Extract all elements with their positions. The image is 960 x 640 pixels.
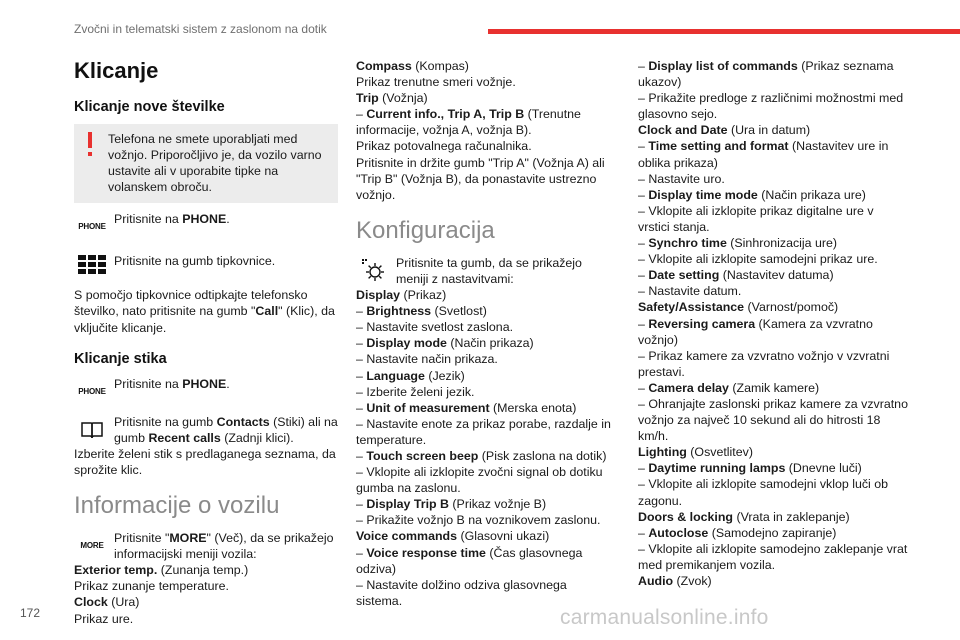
clock-line: Clock (Ura) — [74, 595, 140, 610]
safety-line: Safety/Assistance (Varnost/pomoč) — [638, 300, 839, 315]
column-2 — [356, 58, 616, 609]
brightness-desc: – Nastavite svetlost zaslona. — [356, 320, 514, 335]
heading-klicanje: Klicanje — [74, 58, 159, 83]
step-keypad — [74, 249, 338, 281]
reversing-desc: – Prikaz kamere za vzvratno vožnjo v vzvratni prestavi. — [638, 348, 890, 379]
display-list-line: – Display list of commands (Prikaz seznama ukazov) — [638, 59, 894, 90]
date-desc: – Nastavite datum. — [638, 284, 742, 299]
display-mode-desc: – Nastavite način prikaza. — [356, 352, 498, 367]
phone-button-icon — [74, 211, 110, 243]
time-setting-desc: – Nastavite uro. — [638, 171, 725, 186]
phone-button-icon-2 — [74, 376, 110, 408]
clock-date-line: Clock and Date (Ura in datum) — [638, 123, 811, 138]
reversing-line: – Reversing camera (Kamera za vzvratno vožnjo) — [638, 316, 873, 347]
voice-line: Voice commands (Glasovni ukazi) — [356, 529, 550, 544]
display-mode-line: – Display mode (Način prikaza) — [356, 336, 534, 351]
step-contacts-text: Pritisnite na gumb Contacts (Stiki) ali na gumb Recent calls (Zadnji klici). — [114, 414, 338, 445]
contacts-book-icon — [74, 414, 110, 446]
beep-desc: – Vklopite ali izklopite zvočni signal ob dotiku gumba na zaslonu. — [356, 465, 603, 496]
step-phone-2-text: Pritisnite na PHONE. — [114, 376, 230, 391]
trip-line: Trip (Vožnja) — [356, 91, 428, 106]
keypad-paragraph: S pomočjo tipkovnice odtipkajte telefonsko številko, nato pritisnite na gumb "Call" (Klic), da vključite klicanje. — [74, 288, 335, 335]
voice-response-line: – Voice response time (Čas glasovnega odziva) — [356, 545, 583, 576]
step-phone-2 — [74, 376, 338, 408]
column-3 — [638, 58, 908, 589]
trip-item-1: – Current info., Trip A, Trip B (Trenutne informacije, vožnja A, vožnja B). — [356, 107, 581, 138]
exterior-temp-line: Exterior temp. (Zunanja temp.) — [74, 563, 249, 578]
time-setting-line: – Time setting and format (Nastavitev ure in oblika prikaza) — [638, 139, 889, 170]
trip-item-2: Prikaz potovalnega računalnika. — [356, 139, 532, 154]
synchro-desc: – Vklopite ali izklopite samodejni prikaz ure. — [638, 252, 878, 267]
beep-line: – Touch screen beep (Pisk zaslona na dotik) — [356, 448, 607, 463]
clock-desc: Prikaz ure. — [74, 611, 134, 626]
settings-gear-icon — [356, 255, 392, 287]
step-keypad-text: Pritisnite na gumb tipkovnice. — [114, 254, 276, 269]
trip-item-3: Pritisnite in držite gumb "Trip A" (Vožnja A) ali "Trip B" (Vožnja B), da ponastavite ustrezno vožnjo. — [356, 155, 605, 202]
display-trip-desc: – Prikažite vožnjo B na voznikovem zaslonu. — [356, 513, 601, 528]
more-icon-label: MORE — [80, 540, 104, 550]
phone-icon-label: PHONE — [78, 222, 106, 232]
voice-response-desc: – Nastavite dolžino odziva glasovnega sistema. — [356, 577, 567, 608]
language-desc: – Izberite želeni jezik. — [356, 384, 475, 399]
step-settings — [356, 255, 616, 287]
unit-desc: – Nastavite enote za prikaz porabe, razdalje in temperature. — [356, 416, 611, 447]
doors-line: Doors & locking (Vrata in zaklepanje) — [638, 509, 850, 524]
camera-delay-desc: – Ohranjajte zaslonski prikaz kamere za vzvratno vožnjo za največ 10 sekund ali do hitrosti 18 km/h. — [638, 396, 908, 444]
display-line: Display (Prikaz) — [356, 288, 447, 303]
step-phone-1 — [74, 211, 338, 243]
keypad-icon — [74, 249, 110, 281]
heading-klicanje-stika: Klicanje stika — [74, 350, 167, 367]
audio-line: Audio (Zvok) — [638, 574, 712, 588]
contacts-paragraph: Izberite želeni stik s predlaganega seznama, da sprožite klic. — [74, 446, 336, 477]
warning-text: Telefona ne smete uporabljati med vožnjo. Priporočljivo je, da vozilo varno ustavite ali v uporabite tipke na volanskem obroču. — [108, 132, 322, 195]
watermark: carmanualsonline.info — [560, 606, 769, 629]
warning-box — [74, 124, 338, 203]
heading-klicanje-nove: Klicanje nove številke — [74, 99, 225, 115]
synchro-line: – Synchro time (Sinhronizacija ure) — [638, 236, 838, 251]
language-line: – Language (Jezik) — [356, 368, 465, 383]
drl-desc: – Vklopite ali izklopite samodejni vklop luči ob zagonu. — [638, 477, 889, 508]
column-1 — [74, 58, 338, 627]
time-mode-desc: – Vklopite ali izklopite prikaz digitalne ure v vrstici stanja. — [638, 203, 874, 234]
step-more-text: Pritisnite "MORE" (Več), da se prikažejo informacijski meniji vozila: — [114, 531, 334, 562]
heading-konfiguracija: Konfiguracija — [356, 216, 495, 244]
step-more — [74, 530, 338, 562]
step-phone-1-text: Pritisnite na PHONE. — [114, 212, 230, 227]
page-number: 172 — [20, 606, 41, 620]
header-accent-bar — [488, 29, 960, 34]
drl-line: – Daytime running lamps (Dnevne luči) — [638, 461, 862, 476]
step-contacts — [74, 414, 338, 446]
warning-icon — [88, 132, 92, 148]
step-settings-text: Pritisnite ta gumb, da se prikažejo meniji z nastavitvami: — [396, 255, 582, 286]
display-list-desc: – Prikažite predloge z različnimi možnostmi med glasovno sejo. — [638, 91, 904, 122]
running-header: Zvočni in telematski sistem z zaslonom na dotik — [74, 22, 327, 36]
display-trip-line: – Display Trip B (Prikaz vožnje B) — [356, 497, 547, 512]
date-line: – Date setting (Nastavitev datuma) — [638, 268, 834, 283]
heading-informacije: Informacije o vozilu — [74, 492, 280, 520]
more-button-icon — [74, 530, 110, 562]
phone-icon-label-2: PHONE — [78, 386, 106, 396]
compass-line: Compass (Kompas) — [356, 59, 469, 73]
compass-desc: Prikaz trenutne smeri vožnje. — [356, 75, 516, 90]
time-mode-line: – Display time mode (Način prikaza ure) — [638, 187, 866, 202]
exterior-temp-desc: Prikaz zunanje temperature. — [74, 579, 229, 594]
lighting-line: Lighting (Osvetlitev) — [638, 445, 753, 460]
autoclose-desc: – Vklopite ali izklopite samodejno zaklepanje vrat med premikanjem vozila. — [638, 541, 908, 572]
brightness-line: – Brightness (Svetlost) — [356, 304, 487, 319]
autoclose-line: – Autoclose (Samodejno zapiranje) — [638, 525, 837, 540]
camera-delay-line: – Camera delay (Zamik kamere) — [638, 380, 820, 395]
unit-line: – Unit of measurement (Merska enota) — [356, 400, 577, 415]
